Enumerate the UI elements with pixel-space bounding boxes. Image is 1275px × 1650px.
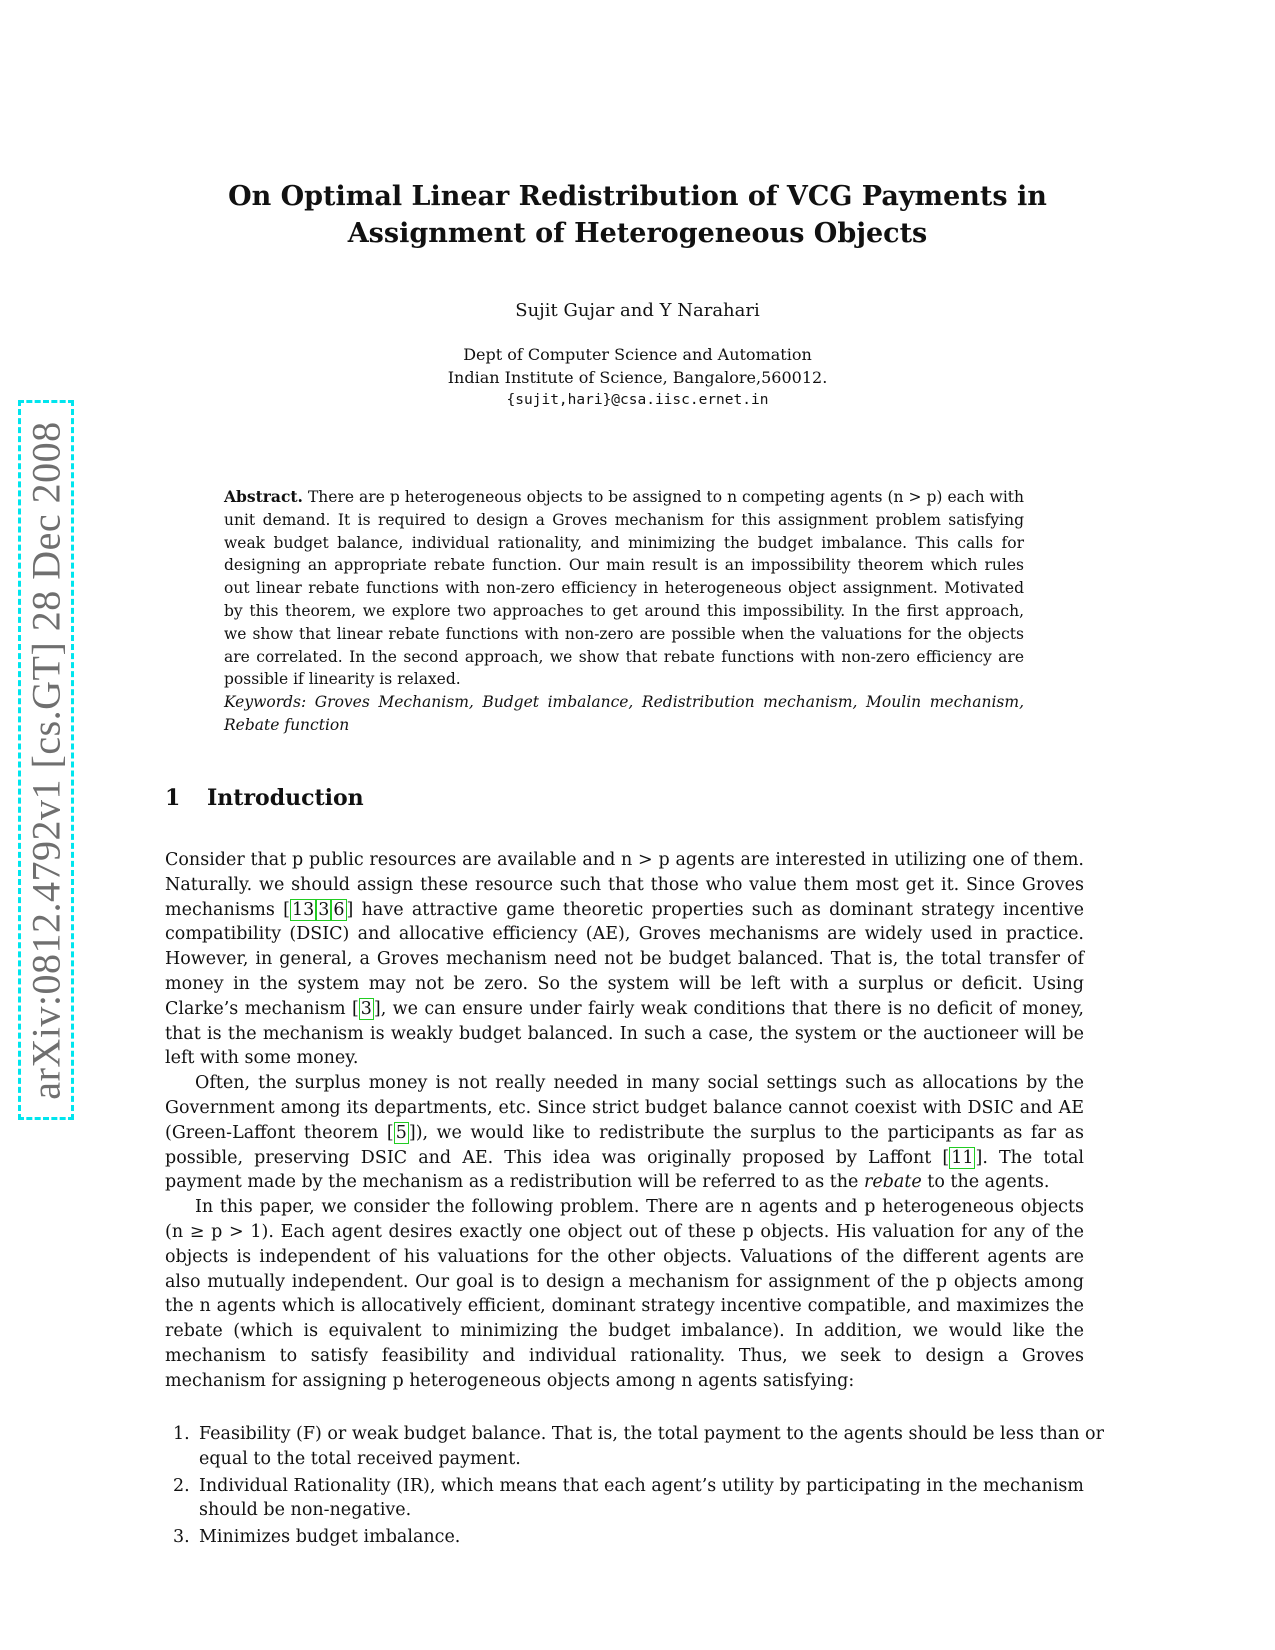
citation-link[interactable]: 3 (318, 899, 330, 920)
arxiv-stamp-text: arXiv:0812.4792v1 [cs.GT] 28 Dec 2008 (23, 420, 69, 1100)
list-item (173, 1474, 1118, 1524)
introduction-body (165, 848, 1084, 1394)
abstract-text: There are p heterogeneous objects to be assigned to n competing agents (n > p) each with unit demand. It is required to design a Groves mechanism for this assignment problem satisfying weak budget balance, individual rationality, and minimizing the budget imbalance. This calls for designing an appropriate rebate function. Our main result is an impossibility theorem which rules out linear rebate functions with non-zero efficiency in heterogeneous object assignment. Motivated by this theorem, we explore two approaches to get around this impossibility. In the first approach, we show that linear rebate functions with non-zero are possible when the valuations for the objects are correlated. In the second approach, we show that rebate functions with non-zero efficiency are possible if linearity is relaxed. (224, 488, 1024, 689)
list-text: Feasibility (F) or weak budget balance. That is, the total payment to the agents should be less than or equal to the total received payment. (199, 1424, 1104, 1469)
affiliation-email: {sujit,hari}@csa.iisc.ernet.in (506, 392, 769, 408)
section-title: Introduction (207, 785, 364, 811)
list-text-continued: should be non-negative. (199, 1500, 412, 1521)
keywords: Keywords: Groves Mechanism, Budget imbalance, Redistribution mechanism, Moulin mechanism, Rebate function (224, 693, 1024, 734)
section-number: 1 (165, 785, 181, 811)
authors: Sujit Gujar and Y Narahari (515, 300, 760, 321)
p2-text-a: Often, the surplus money is not really needed in many social settings such as allocations by the Government among its departments, etc. Since strict budget balance cannot coexist with DSIC and AE (Green-Laffont theorem (165, 1073, 1084, 1143)
affiliation-dept: Dept of Computer Science and Automation (463, 345, 812, 364)
list-item (173, 1422, 1118, 1472)
citation-link[interactable]: 6 (333, 899, 345, 920)
citation-link[interactable]: 13 (291, 899, 315, 920)
paragraph-1: Consider that p public resources are available and n > p agents are interested in utilizing one of them. Naturally. we should assign these resource such that those who value them most get it. Since Groves mechanisms [ 13 3 6 ] have attractive game theoretic properties such as dominant strategy incentive compatibility (DSIC) and allocative efficiency (AE), Groves mechanisms are widely used in practice. However, in general, a Groves mechanism need not be budget balanced. That is, the total transfer of money in the system may not be zero. So the system will be left with a surplus or deficit. Using Clarke’s mechanism [ 3 ], we can ensure under fairly weak conditions that there is no deficit of money, that is the mechanism is weakly budget balanced. In such a case, the system or the auctioneer will be left with some money. (165, 850, 1084, 1069)
list-number: 1. (173, 1424, 190, 1444)
affiliation-institute: Indian Institute of Science, Bangalore,560012. (447, 368, 828, 387)
paragraph-2: Often, the surplus money is not really needed in many social settings such as allocations by the Government among its departments, etc. Since strict budget balance cannot coexist with DSIC and AE (Green-Laffont theorem [ 5 ]), we would like to redistribute the surplus to the participants as far as possible, preserving DSIC and AE. This idea was originally proposed by Laffont [ 11 ]. The total payment made by the mechanism as a redistribution will be referred to as the rebate to the agents. (165, 1073, 1085, 1193)
abstract (224, 486, 1024, 737)
arxiv-stamp (18, 400, 74, 1120)
list-number: 2. (173, 1475, 190, 1496)
citation-link[interactable]: 3 (360, 998, 372, 1019)
abstract-label: Abstract. (224, 487, 303, 506)
list-text: Individual Rationality (IR), which means that each agent’s utility by participating in the mechanism (199, 1475, 1084, 1496)
p1-text-b: have attractive game theoretic properties such as dominant strategy incentive compatibility (DSIC) and allocative efficiency (AE), Groves mechanisms are widely used in practice. However, in general, a Groves mechanism need not be budget balanced. That is, the total transfer of money in the system may not be zero. So the system will be left with a surplus or deficit. Using Clarke’s mechanism (165, 899, 1084, 1019)
list-text: Minimizes budget imbalance. (199, 1527, 461, 1548)
p2-text-b: ), we would like to redistribute the surplus to the participants as far as possible, preserving DSIC and AE. This idea was originally proposed by Laffont (165, 1122, 1084, 1168)
p2-emphasis: rebate (863, 1172, 922, 1193)
p1-text-a: Consider that p public resources are available and n > p agents are interested in utilizing one of them. Naturally. we should assign these resource such that those who value them most get it. Since Groves mechanisms (165, 850, 1084, 920)
p2-text-d: to the agents. (921, 1172, 1050, 1193)
abstract-body (224, 486, 1024, 691)
list-item (173, 1525, 1118, 1550)
list-number: 3. (173, 1527, 190, 1548)
title-line-1: On Optimal Linear Redistribution of VCG Payments in (228, 181, 1047, 212)
citation-link[interactable]: 11 (951, 1147, 974, 1168)
requirements-list (165, 1422, 1118, 1552)
title-line-2: Assignment of Heterogeneous Objects (347, 218, 928, 249)
citation-link[interactable]: 5 (395, 1122, 407, 1143)
paragraph-3: In this paper, we consider the following problem. There are n agents and p heterogeneous objects (n ≥ p > 1). Each agent desires exactly one object out of these p objects. His valuation for any of the objects is independent of his valuations for the other objects. Valuations of the different agents are also mutually independent. Our goal is to design a mechanism for assignment of the p objects among the n agents which is allocatively efficient, dominant strategy incentive compatible, and maximizes the rebate (which is equivalent to minimizing the budget imbalance). In addition, we would like the mechanism to satisfy feasibility and individual rationality. Thus, we seek to design a Groves mechanism for assigning p heterogeneous objects among n agents satisfying: (165, 1197, 1084, 1391)
p1-text-c: , we can ensure under fairly weak conditions that there is no deficit of money, that is the mechanism is weakly budget balanced. In such a case, the system or the auctioneer will be left with some money. (165, 998, 1084, 1069)
section-heading (165, 785, 364, 811)
affiliation (165, 343, 1110, 412)
paper-title (165, 178, 1110, 252)
p2-text-c: . The total payment made by the mechanism as a redistribution will be referred to as the (165, 1147, 1085, 1193)
